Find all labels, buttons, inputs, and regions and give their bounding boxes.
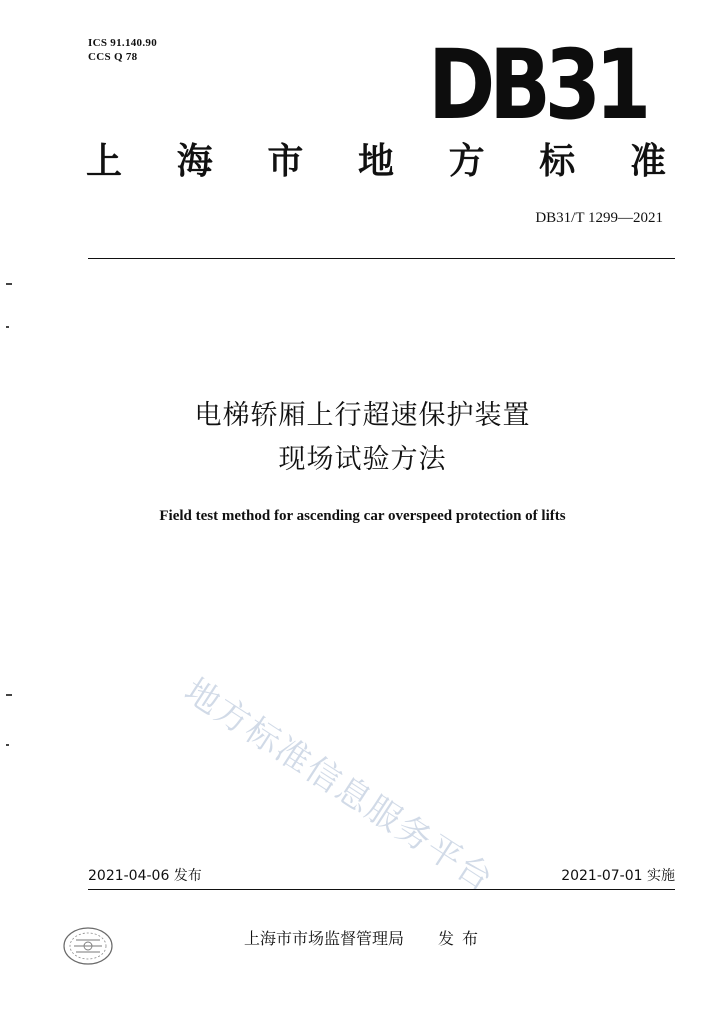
issued-label: 发布	[438, 929, 487, 948]
standard-type-char: 准	[629, 141, 666, 182]
document-title-chinese	[0, 394, 725, 482]
margin-mark	[6, 326, 9, 328]
margin-mark	[6, 744, 9, 746]
implementation-date: 2021-07-01 实施	[561, 868, 675, 884]
standard-type-char: 上	[86, 141, 123, 182]
standard-type-char: 地	[357, 141, 394, 182]
standard-type-heading	[86, 140, 666, 184]
ccs-code: CCS Q 78	[88, 51, 138, 63]
standard-type-char: 市	[267, 141, 304, 182]
classification-codes	[88, 36, 157, 64]
watermark: 地方标准信息服务平台	[177, 670, 501, 901]
standard-type-char: 海	[176, 141, 213, 182]
margin-mark	[6, 694, 12, 696]
footer-divider	[88, 889, 675, 890]
margin-mark	[6, 283, 12, 285]
header-divider	[88, 258, 675, 259]
title-line-1: 电梯轿厢上行超速保护装置	[194, 400, 531, 431]
issuing-authority	[244, 928, 486, 950]
ics-code: ICS 91.140.90	[88, 37, 157, 49]
document-title-english: Field test method for ascending car overspeed protection of lifts	[159, 508, 566, 524]
db31-logo: DB31	[428, 27, 646, 142]
standard-number: DB31/T 1299—2021	[535, 210, 663, 226]
standard-type-char: 标	[539, 141, 576, 182]
issue-date: 2021-04-06 发布	[88, 868, 202, 884]
issuer-name: 上海市市场监督管理局	[244, 929, 405, 948]
standard-type-char: 方	[448, 141, 485, 182]
title-line-2: 现场试验方法	[278, 444, 447, 475]
seal-stamp-icon	[62, 924, 114, 968]
